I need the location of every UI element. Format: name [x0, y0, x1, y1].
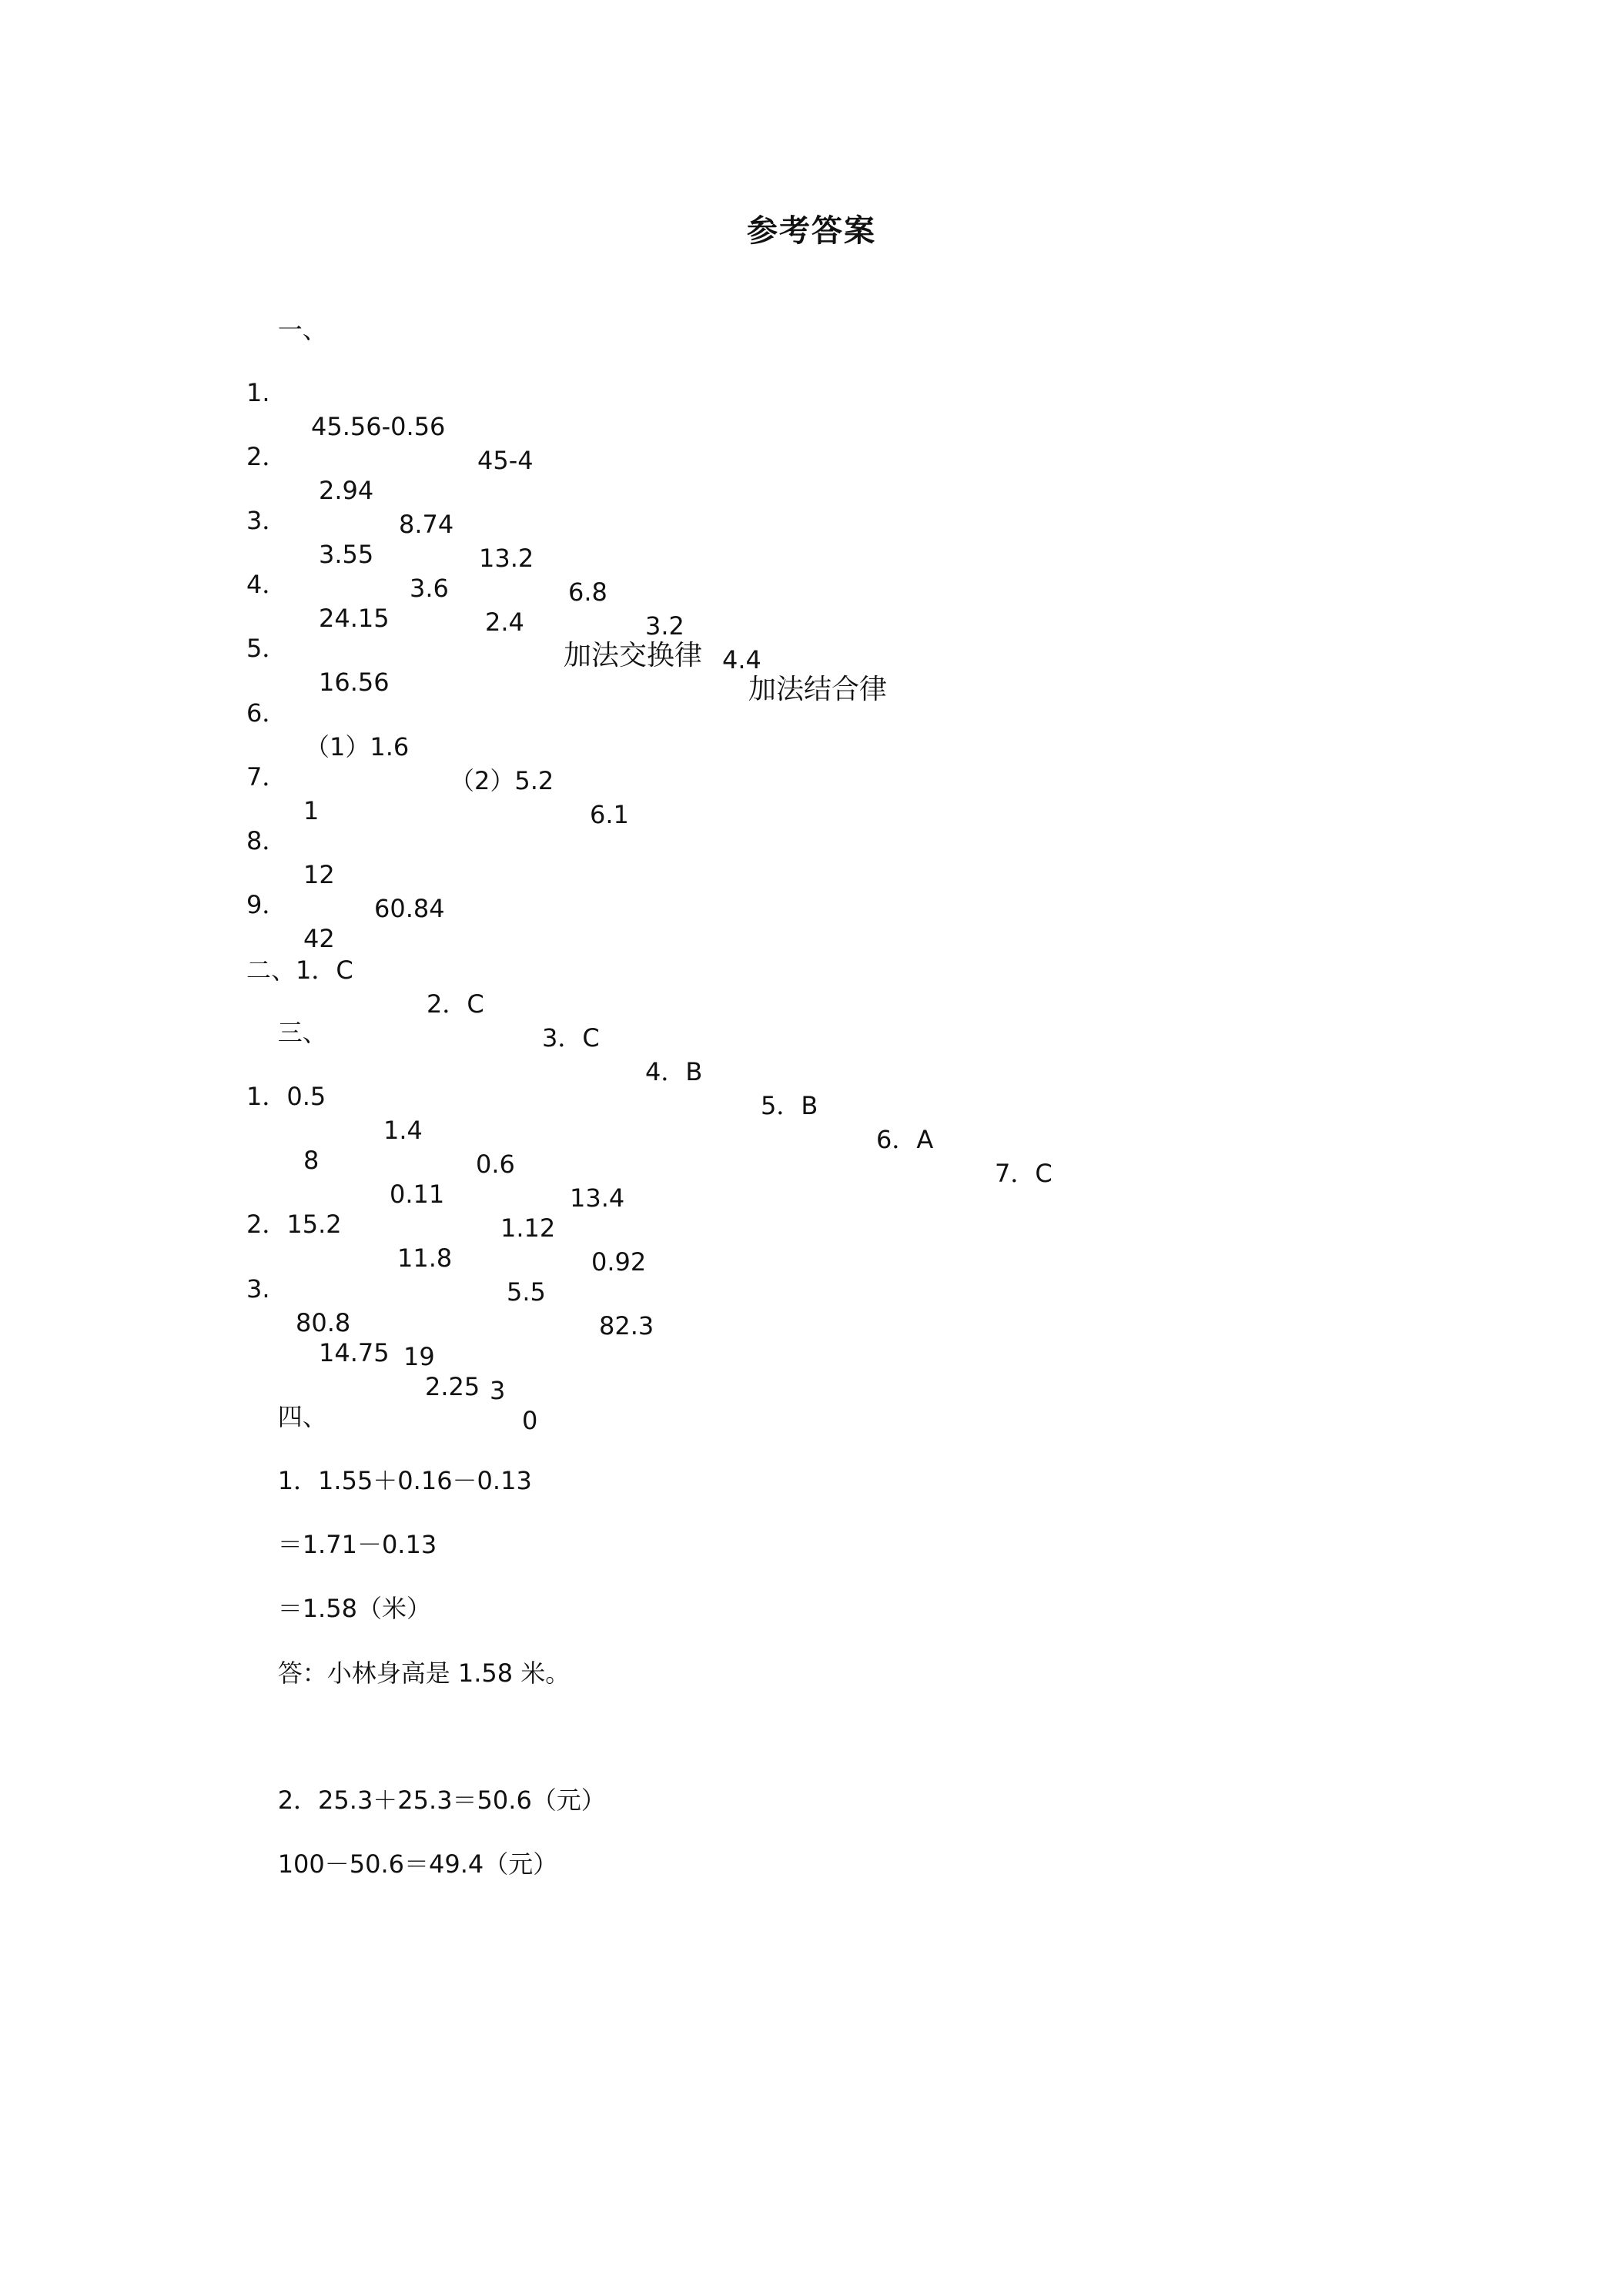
item-number: 9． — [246, 890, 287, 919]
solution-text: ＝1.71－0.13 — [277, 1530, 437, 1559]
answer-value: 8.74 — [399, 510, 454, 539]
answer-statement-text: 答：小林身高是 1.58 米。 — [277, 1658, 571, 1688]
solution-line — [246, 1813, 557, 1915]
answer-value: 5.5 — [507, 1277, 546, 1307]
answer-value: 14.75 — [319, 1338, 390, 1367]
answer-value: 8 — [303, 1146, 320, 1175]
answer-value: （1）1.6 — [305, 732, 410, 761]
item-number: 8． — [246, 826, 287, 855]
item-number: 3． — [246, 506, 287, 535]
answer-value: 2．C — [427, 989, 484, 1019]
page-title: 参考答案 — [747, 213, 876, 249]
answer-value: 11.8 — [397, 1243, 453, 1273]
answer-value: 12 — [303, 860, 335, 889]
item-number: 3. — [246, 1274, 270, 1304]
answer-value: 2．15.2 — [246, 1210, 342, 1239]
solution-text: 1．1.55＋0.16－0.13 — [277, 1466, 532, 1495]
item-number: 6． — [246, 698, 287, 728]
answer-value: 1 — [303, 796, 320, 825]
answer-value: 60.84 — [374, 894, 445, 923]
answer-value: 0.6 — [476, 1150, 515, 1179]
answer-value: 42 — [303, 924, 335, 953]
answer-value: 19 — [403, 1342, 435, 1371]
answer-value: 2.4 — [485, 607, 524, 637]
answer-value: 16.56 — [319, 668, 390, 697]
answer-value: 1.12 — [500, 1213, 556, 1243]
answer-value: 1．0.5 — [246, 1082, 326, 1111]
answer-value: 加法结合律 — [748, 674, 888, 705]
answer-value: 7．C — [995, 1159, 1052, 1188]
answer-value: 3.6 — [410, 574, 449, 603]
answer-value: 82.3 — [599, 1311, 654, 1340]
answer-value: 80.8 — [296, 1308, 351, 1337]
solution-text: 2．25.3＋25.3＝50.6（元） — [277, 1786, 606, 1815]
answer-value: 6.1 — [590, 800, 629, 829]
solution-text: ＝1.58（米） — [277, 1594, 431, 1623]
answer-value: 5．B — [761, 1091, 818, 1120]
answer-value: 6．A — [876, 1125, 934, 1154]
answer-value: 2.94 — [319, 476, 374, 505]
item-number: 5． — [246, 634, 287, 663]
answer-statement — [246, 1622, 570, 1724]
answer-value: 13.4 — [570, 1183, 625, 1213]
answer-value: 4．B — [645, 1057, 703, 1086]
item-number: 4． — [246, 570, 287, 599]
answer-value: 加法交换律 — [564, 640, 703, 671]
item-number: 2． — [246, 442, 287, 471]
answer-value: 6.8 — [568, 577, 607, 607]
answer-value: 3．C — [542, 1023, 600, 1053]
answer-value: 2.25 — [425, 1372, 480, 1401]
answer-value: 45-4 — [477, 446, 534, 475]
answer-value: 3.55 — [319, 540, 374, 569]
answer-value: 1.4 — [383, 1116, 423, 1145]
heading-text: 三、 — [277, 1018, 327, 1047]
answer-value: 24.15 — [319, 604, 390, 633]
answer-value: 3 — [490, 1376, 506, 1405]
answer-value: （2）5.2 — [450, 766, 554, 795]
answer-value: 0 — [522, 1406, 538, 1435]
answer-value: 二、1．C — [246, 956, 353, 985]
answer-value: 0.92 — [591, 1247, 647, 1277]
solution-text: 100－50.6＝49.4（元） — [277, 1849, 558, 1879]
item-number: 7． — [246, 762, 287, 792]
answer-value: 4.4 — [722, 645, 761, 674]
heading-text: 一、 — [277, 315, 327, 344]
answer-value: 3.2 — [645, 611, 684, 641]
heading-text: 四、 — [277, 1402, 327, 1431]
answer-value: 0.11 — [390, 1180, 445, 1209]
answer-value: 45.56-0.56 — [311, 412, 446, 441]
answer-value: 13.2 — [479, 544, 534, 573]
item-number: 1. — [246, 378, 270, 407]
